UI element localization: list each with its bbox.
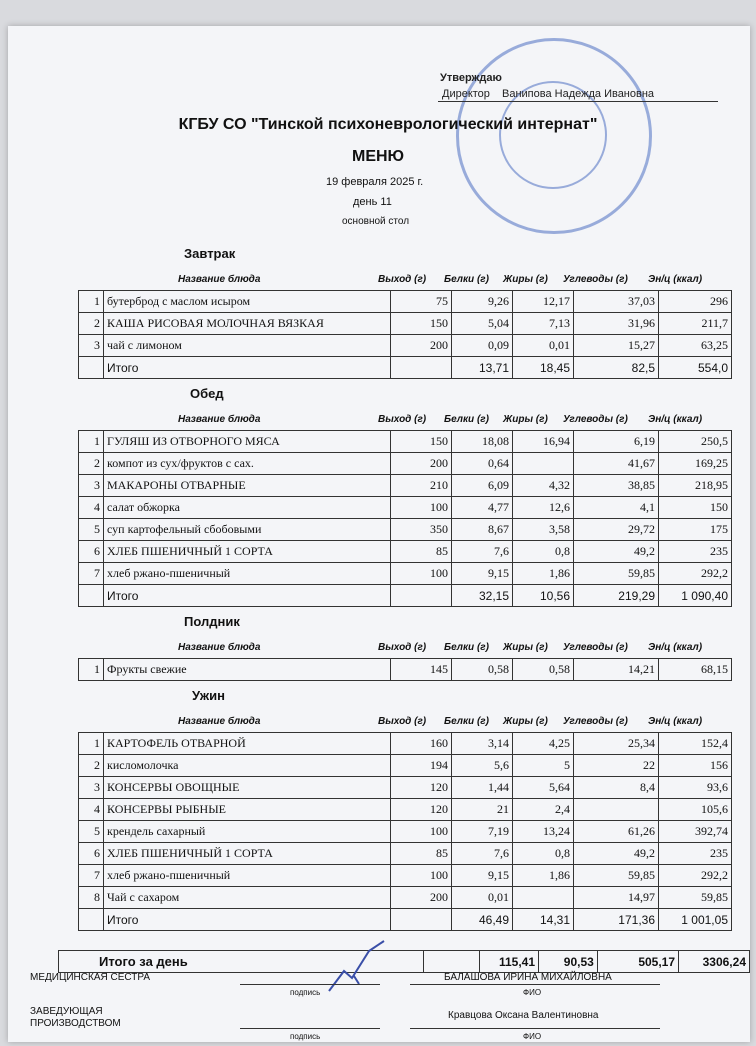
dish-fat: 7,13	[513, 313, 574, 335]
dish-out: 100	[391, 865, 452, 887]
section-snack: Полдник	[184, 614, 240, 629]
total-label: Итого	[104, 585, 391, 607]
day-total-carb: 505,17	[597, 951, 678, 973]
menu-date: 19 февраля 2025 г.	[326, 176, 424, 188]
dish-energy: 150	[659, 497, 732, 519]
dish-carb: 31,96	[574, 313, 659, 335]
institution-name: КГБУ СО "Тинской психоневрологический интернат"	[178, 116, 598, 133]
section-breakfast: Завтрак	[184, 246, 236, 261]
dish-energy: 59,85	[659, 887, 732, 909]
dish-out: 200	[391, 335, 452, 357]
dish-energy: 63,25	[659, 335, 732, 357]
dish-prot: 3,14	[452, 733, 513, 755]
dish-carb: 49,2	[574, 843, 659, 865]
day-total-row	[59, 951, 750, 973]
row-number: 5	[79, 821, 104, 843]
total-fat: 18,45	[513, 357, 574, 379]
row-number: 4	[79, 497, 104, 519]
dish-energy: 105,6	[659, 799, 732, 821]
table-row	[79, 519, 732, 541]
dish-name: крендель сахарный	[104, 821, 391, 843]
dish-out: 120	[391, 799, 452, 821]
dish-name: чай с лимоном	[104, 335, 391, 357]
dish-name: КОНСЕРВЫ ОВОЩНЫЕ	[104, 777, 391, 799]
dish-name: МАКАРОНЫ ОТВАРНЫЕ	[104, 475, 391, 497]
header-out: Выход (г)	[378, 642, 427, 653]
row-number: 7	[79, 865, 104, 887]
header-fat: Жиры (г)	[503, 414, 548, 425]
dish-out: 85	[391, 843, 452, 865]
dish-carb: 25,34	[574, 733, 659, 755]
header-prot: Белки (г)	[444, 274, 489, 285]
approval-label: Утверждаю	[440, 72, 502, 84]
dish-energy: 156	[659, 755, 732, 777]
day-total-energy: 3306,24	[679, 951, 750, 973]
dish-energy: 292,2	[659, 865, 732, 887]
table-type: основной стол	[342, 216, 410, 227]
dish-prot: 7,19	[452, 821, 513, 843]
table-row	[79, 799, 732, 821]
dish-carb: 4,1	[574, 497, 659, 519]
header-name: Название блюда	[178, 414, 261, 425]
row-number: 7	[79, 563, 104, 585]
dish-energy: 68,15	[659, 659, 732, 681]
dish-out: 145	[391, 659, 452, 681]
row-number: 4	[79, 799, 104, 821]
dish-name: бутерброд с маслом исыром	[104, 291, 391, 313]
dish-name: КОНСЕРВЫ РЫБНЫЕ	[104, 799, 391, 821]
dish-carb	[574, 799, 659, 821]
dish-fat: 4,32	[513, 475, 574, 497]
head-name-line	[410, 1028, 660, 1029]
nurse-name: БАЛАШОВА ИРИНА МИХАЙЛОВНА	[444, 972, 612, 983]
dish-carb: 6,19	[574, 431, 659, 453]
dish-out: 100	[391, 497, 452, 519]
dish-fat: 0,8	[513, 843, 574, 865]
signature-mark	[324, 936, 394, 996]
dish-name: хлеб ржано-пшеничный	[104, 865, 391, 887]
dish-fat: 1,86	[513, 563, 574, 585]
header-fat: Жиры (г)	[503, 716, 548, 727]
dish-name: салат обжорка	[104, 497, 391, 519]
row-number: 1	[79, 291, 104, 313]
header-carb: Углеводы (г)	[563, 414, 628, 425]
breakfast-table	[78, 290, 732, 379]
row-number: 6	[79, 843, 104, 865]
table-row	[79, 887, 732, 909]
dish-energy: 296	[659, 291, 732, 313]
dish-out: 100	[391, 821, 452, 843]
dish-prot: 0,58	[452, 659, 513, 681]
head-name: Кравцова Оксана Валентиновна	[448, 1010, 599, 1021]
nurse-name-line	[410, 984, 660, 985]
header-energy: Эн/ц (ккал)	[648, 274, 703, 285]
dish-prot: 5,6	[452, 755, 513, 777]
section-dinner: Ужин	[192, 688, 225, 703]
dish-out: 150	[391, 431, 452, 453]
header-prot: Белки (г)	[444, 716, 489, 727]
table-row	[79, 453, 732, 475]
dish-out: 150	[391, 313, 452, 335]
header-energy: Эн/ц (ккал)	[648, 642, 703, 653]
nurse-sign-line	[240, 984, 380, 985]
dish-carb: 14,97	[574, 887, 659, 909]
dish-name: ГУЛЯШ ИЗ ОТВОРНОГО МЯСА	[104, 431, 391, 453]
dish-fat: 3,58	[513, 519, 574, 541]
header-out: Выход (г)	[378, 716, 427, 727]
dish-fat: 0,01	[513, 335, 574, 357]
table-row	[79, 475, 732, 497]
header-fat: Жиры (г)	[503, 274, 548, 285]
dish-name: Фрукты свежие	[104, 659, 391, 681]
dish-out: 100	[391, 563, 452, 585]
row-number: 1	[79, 659, 104, 681]
header-name: Название блюда	[178, 642, 261, 653]
table-row	[79, 335, 732, 357]
header-out: Выход (г)	[378, 274, 427, 285]
dish-carb: 59,85	[574, 563, 659, 585]
dish-prot: 0,09	[452, 335, 513, 357]
header-carb: Углеводы (г)	[563, 716, 628, 727]
menu-title: МЕНЮ	[352, 148, 405, 165]
dish-fat: 12,6	[513, 497, 574, 519]
row-number: 6	[79, 541, 104, 563]
dish-prot: 21	[452, 799, 513, 821]
dish-out: 75	[391, 291, 452, 313]
dish-fat: 12,17	[513, 291, 574, 313]
total-row	[79, 585, 732, 607]
dish-fat: 0,58	[513, 659, 574, 681]
total-label: Итого	[104, 909, 391, 931]
document-page	[8, 26, 750, 1042]
dish-out: 160	[391, 733, 452, 755]
day-total-label: Итого за день	[59, 951, 424, 973]
dish-energy: 218,95	[659, 475, 732, 497]
dish-prot: 9,15	[452, 563, 513, 585]
dish-out: 85	[391, 541, 452, 563]
table-row	[79, 497, 732, 519]
total-energy: 554,0	[659, 357, 732, 379]
total-carb: 171,36	[574, 909, 659, 931]
head-role-2: ПРОИЗВОДСТВОМ	[30, 1018, 121, 1029]
row-number: 2	[79, 313, 104, 335]
director-label: Директор	[442, 88, 490, 100]
row-number: 1	[79, 431, 104, 453]
dish-carb: 41,67	[574, 453, 659, 475]
dish-prot: 8,67	[452, 519, 513, 541]
dish-energy: 211,7	[659, 313, 732, 335]
header-name: Название блюда	[178, 716, 261, 727]
table-row	[79, 733, 732, 755]
dish-name: ХЛЕБ ПШЕНИЧНЫЙ 1 СОРТА	[104, 843, 391, 865]
header-prot: Белки (г)	[444, 642, 489, 653]
dish-carb: 49,2	[574, 541, 659, 563]
dish-carb: 8,4	[574, 777, 659, 799]
total-row	[79, 357, 732, 379]
director-line	[438, 101, 718, 102]
dish-energy: 152,4	[659, 733, 732, 755]
day-total-prot: 115,41	[479, 951, 538, 973]
head-fio-label: ФИО	[523, 1032, 542, 1041]
dish-energy: 250,5	[659, 431, 732, 453]
table-row	[79, 563, 732, 585]
total-energy: 1 090,40	[659, 585, 732, 607]
dish-out: 210	[391, 475, 452, 497]
nurse-fio-label: ФИО	[523, 988, 542, 997]
table-row	[79, 659, 732, 681]
header-carb: Углеводы (г)	[563, 274, 628, 285]
header-energy: Эн/ц (ккал)	[648, 716, 703, 727]
row-number: 5	[79, 519, 104, 541]
table-row	[79, 755, 732, 777]
dish-name: компот из сух/фруктов с сах.	[104, 453, 391, 475]
dish-energy: 169,25	[659, 453, 732, 475]
dish-carb: 38,85	[574, 475, 659, 497]
table-row	[79, 843, 732, 865]
dish-energy: 235	[659, 541, 732, 563]
dish-prot: 9,26	[452, 291, 513, 313]
dish-prot: 6,09	[452, 475, 513, 497]
snack-table	[78, 658, 732, 681]
dish-fat: 1,86	[513, 865, 574, 887]
table-row	[79, 313, 732, 335]
dish-name: ХЛЕБ ПШЕНИЧНЫЙ 1 СОРТА	[104, 541, 391, 563]
dish-out: 200	[391, 887, 452, 909]
dish-fat: 0,8	[513, 541, 574, 563]
table-row	[79, 777, 732, 799]
header-prot: Белки (г)	[444, 414, 489, 425]
row-number: 3	[79, 335, 104, 357]
dish-name: суп картофельный сбобовыми	[104, 519, 391, 541]
total-carb: 82,5	[574, 357, 659, 379]
header-name: Название блюда	[178, 274, 261, 285]
total-prot: 46,49	[452, 909, 513, 931]
dish-energy: 175	[659, 519, 732, 541]
dish-carb: 59,85	[574, 865, 659, 887]
dish-name: КАША РИСОВАЯ МОЛОЧНАЯ ВЯЗКАЯ	[104, 313, 391, 335]
dish-fat: 5,64	[513, 777, 574, 799]
dish-out: 200	[391, 453, 452, 475]
dish-carb: 37,03	[574, 291, 659, 313]
dish-prot: 9,15	[452, 865, 513, 887]
dish-out: 120	[391, 777, 452, 799]
official-stamp	[456, 38, 655, 234]
table-row	[79, 821, 732, 843]
dish-prot: 18,08	[452, 431, 513, 453]
row-number: 1	[79, 733, 104, 755]
header-fat: Жиры (г)	[503, 642, 548, 653]
total-prot: 13,71	[452, 357, 513, 379]
header-out: Выход (г)	[378, 414, 427, 425]
total-row	[79, 909, 732, 931]
lunch-table	[78, 430, 732, 607]
dish-fat: 4,25	[513, 733, 574, 755]
row-number: 2	[79, 755, 104, 777]
dish-fat: 2,4	[513, 799, 574, 821]
dish-fat: 13,24	[513, 821, 574, 843]
total-energy: 1 001,05	[659, 909, 732, 931]
dish-out: 350	[391, 519, 452, 541]
dish-name: хлеб ржано-пшеничный	[104, 563, 391, 585]
dish-fat: 5	[513, 755, 574, 777]
head-sign-label: подпись	[290, 1032, 321, 1041]
director-name: Ванипова Надежда Ивановна	[502, 88, 655, 100]
dish-name: Чай с сахаром	[104, 887, 391, 909]
table-row	[79, 865, 732, 887]
dish-prot: 7,6	[452, 541, 513, 563]
total-fat: 10,56	[513, 585, 574, 607]
total-fat: 14,31	[513, 909, 574, 931]
dish-fat	[513, 453, 574, 475]
table-row	[79, 291, 732, 313]
day-total-table	[58, 950, 750, 973]
dish-out: 194	[391, 755, 452, 777]
row-number: 3	[79, 475, 104, 497]
day-total-fat: 90,53	[539, 951, 598, 973]
dish-energy: 292,2	[659, 563, 732, 585]
dish-prot: 1,44	[452, 777, 513, 799]
total-label: Итого	[104, 357, 391, 379]
dish-carb: 61,26	[574, 821, 659, 843]
row-number: 8	[79, 887, 104, 909]
dish-fat: 16,94	[513, 431, 574, 453]
row-number: 3	[79, 777, 104, 799]
dish-name: кисломолочка	[104, 755, 391, 777]
section-lunch: Обед	[190, 386, 224, 401]
dish-energy: 93,6	[659, 777, 732, 799]
dish-prot: 7,6	[452, 843, 513, 865]
head-role-1: ЗАВЕДУЮЩАЯ	[30, 1006, 103, 1017]
dinner-table	[78, 732, 732, 931]
menu-day: день 11	[353, 196, 392, 208]
header-carb: Углеводы (г)	[563, 642, 628, 653]
dish-energy: 392,74	[659, 821, 732, 843]
dish-carb: 29,72	[574, 519, 659, 541]
row-number: 2	[79, 453, 104, 475]
total-prot: 32,15	[452, 585, 513, 607]
total-carb: 219,29	[574, 585, 659, 607]
nurse-role: МЕДИЦИНСКАЯ СЕСТРА	[30, 972, 151, 983]
dish-energy: 235	[659, 843, 732, 865]
nurse-sign-label: подпись	[290, 988, 321, 997]
head-sign-line	[240, 1028, 380, 1029]
table-row	[79, 541, 732, 563]
dish-prot: 0,01	[452, 887, 513, 909]
dish-fat	[513, 887, 574, 909]
header-energy: Эн/ц (ккал)	[648, 414, 703, 425]
table-row	[79, 431, 732, 453]
dish-carb: 14,21	[574, 659, 659, 681]
dish-name: КАРТОФЕЛЬ ОТВАРНОЙ	[104, 733, 391, 755]
dish-carb: 15,27	[574, 335, 659, 357]
dish-prot: 4,77	[452, 497, 513, 519]
dish-prot: 0,64	[452, 453, 513, 475]
dish-carb: 22	[574, 755, 659, 777]
dish-prot: 5,04	[452, 313, 513, 335]
